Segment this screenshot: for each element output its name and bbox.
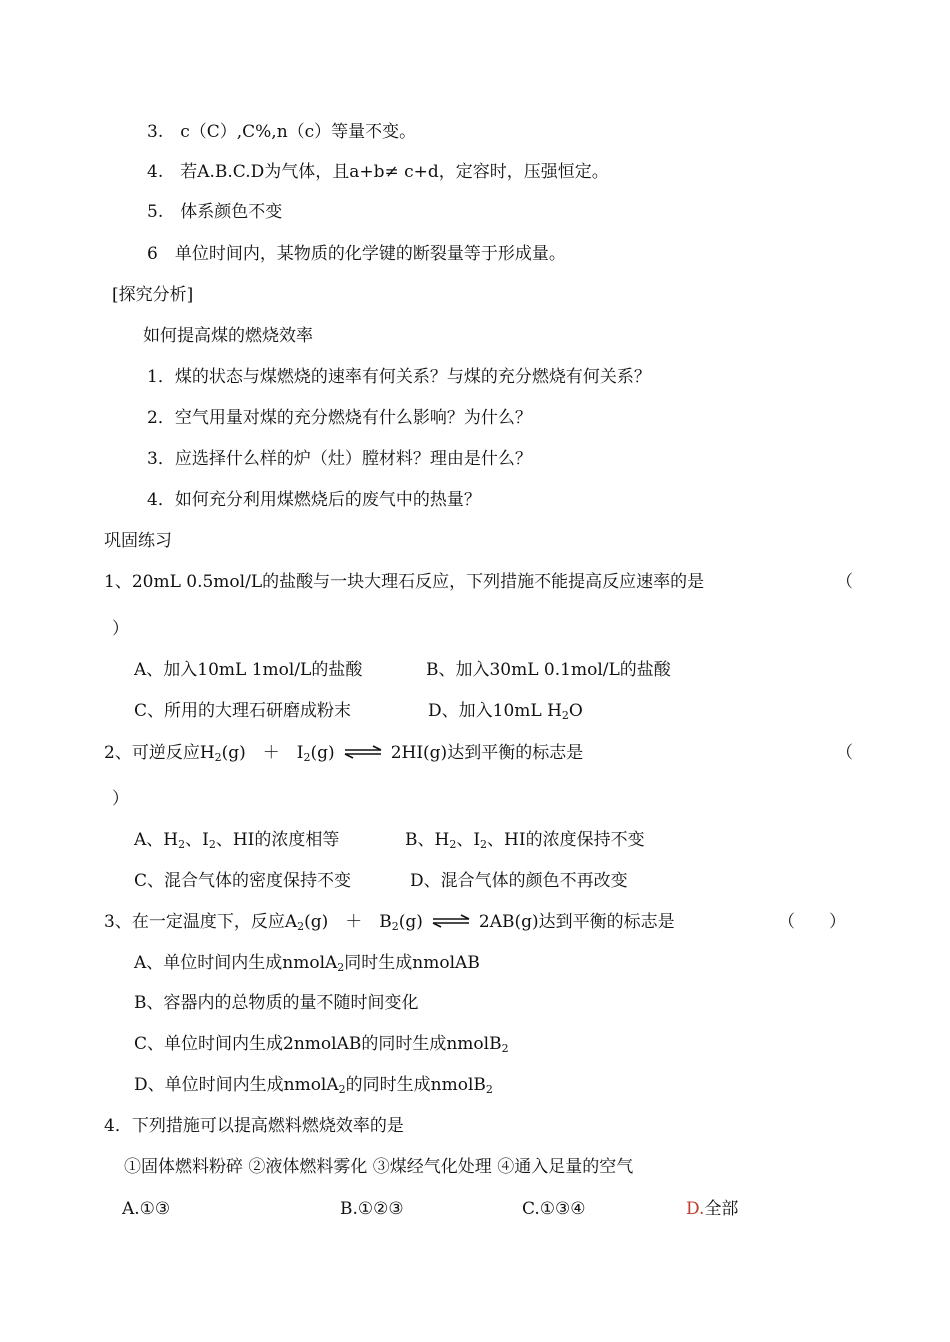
condition-item-5: 5. 体系颜色不变 <box>147 202 283 222</box>
problem-4-measures: ①固体燃料粉碎 ②液体燃料雾化 ③煤经气化处理 ④通入足量的空气 <box>124 1157 634 1177</box>
condition-item-6: 6 单位时间内，某物质的化学键的断裂量等于形成量。 <box>147 244 566 264</box>
practice-heading: 巩固练习 <box>104 531 172 551</box>
problem-3-option-d: D、单位时间内生成nmolA$_2$的同时生成nmolB$_2$ <box>134 1075 493 1096</box>
equilibrium-arrow-icon <box>343 745 383 759</box>
condition-item-4: 4. 若A.B.C.D为气体，且a+b≠ c+d，定容时，压强恒定。 <box>147 162 609 182</box>
problem-2-option-b: B、$H_2$、$I_2$、HI的浓度保持不变 <box>405 830 645 851</box>
problem-4-option-d: D.全部 <box>686 1199 739 1219</box>
problem-1-option-a: A、加入10mL 1mol/L的盐酸 <box>134 660 363 680</box>
problem-4-stem: 4．下列措施可以提高燃料燃烧效率的是 <box>104 1116 404 1136</box>
problem-1-bracket-open: （ <box>836 572 853 592</box>
problem-3-bracket: （ ） <box>778 912 846 932</box>
answer-letter: D. <box>686 1199 705 1219</box>
explore-question-4: 4．如何充分利用煤燃烧后的废气中的热量？ <box>147 490 481 510</box>
problem-3-stem: 3、在一定温度下，反应$A_2(g)$ ＋ $B_2(g)$ 2AB(g)达到平衡的标志是 <box>104 912 675 933</box>
explore-question-2: 2．空气用量对煤的充分燃烧有什么影响？为什么？ <box>147 408 532 428</box>
explore-question-1: 1．煤的状态与煤燃烧的速率有何关系？与煤的充分燃烧有何关系？ <box>147 367 651 387</box>
problem-1-option-b: B、加入30mL 0.1mol/L的盐酸 <box>426 660 671 680</box>
problem-2-option-a: A、$H_2$、$I_2$、HI的浓度相等 <box>134 830 340 851</box>
problem-3-option-c: C、单位时间内生成2nmolAB的同时生成nmolB$_2$ <box>134 1034 509 1055</box>
problem-3-option-b: B、容器内的总物质的量不随时间变化 <box>134 993 419 1013</box>
problem-2-stem: 2、可逆反应$H_2(g)$ ＋ $I_2(g)$ 2HI(g)达到平衡的标志是 <box>104 743 584 764</box>
problem-4-option-c: C.①③④ <box>522 1199 586 1219</box>
problem-1-option-d: D、加入10mL $H_2O$ <box>428 701 583 722</box>
problem-1-bracket-close: ） <box>112 619 129 639</box>
problem-2-option-d: D、混合气体的颜色不再改变 <box>410 871 628 891</box>
explore-topic: 如何提高煤的燃烧效率 <box>143 326 313 346</box>
equilibrium-arrow-icon <box>431 914 471 928</box>
problem-1-stem: 1、20mL 0.5mol/L的盐酸与一块大理石反应，下列措施不能提高反应速率的是 <box>104 572 705 592</box>
problem-3-option-a: A、单位时间内生成nmolA$_2$同时生成nmolAB <box>134 953 480 974</box>
explore-question-3: 3．应选择什么样的炉（灶）膛材料？理由是什么？ <box>147 449 532 469</box>
problem-2-bracket-close: ） <box>112 789 129 809</box>
problem-2-option-c: C、混合气体的密度保持不变 <box>134 871 352 891</box>
problem-2-bracket-open: （ <box>836 743 853 763</box>
problem-1-option-c: C、所用的大理石研磨成粉末 <box>134 701 352 721</box>
explore-heading: [探究分析] <box>112 285 194 305</box>
condition-item-3: 3. c（C）,C%,n（c）等量不变。 <box>147 122 417 142</box>
problem-4-option-b: B.①②③ <box>340 1199 404 1219</box>
problem-4-option-a: A.①③ <box>122 1199 171 1219</box>
